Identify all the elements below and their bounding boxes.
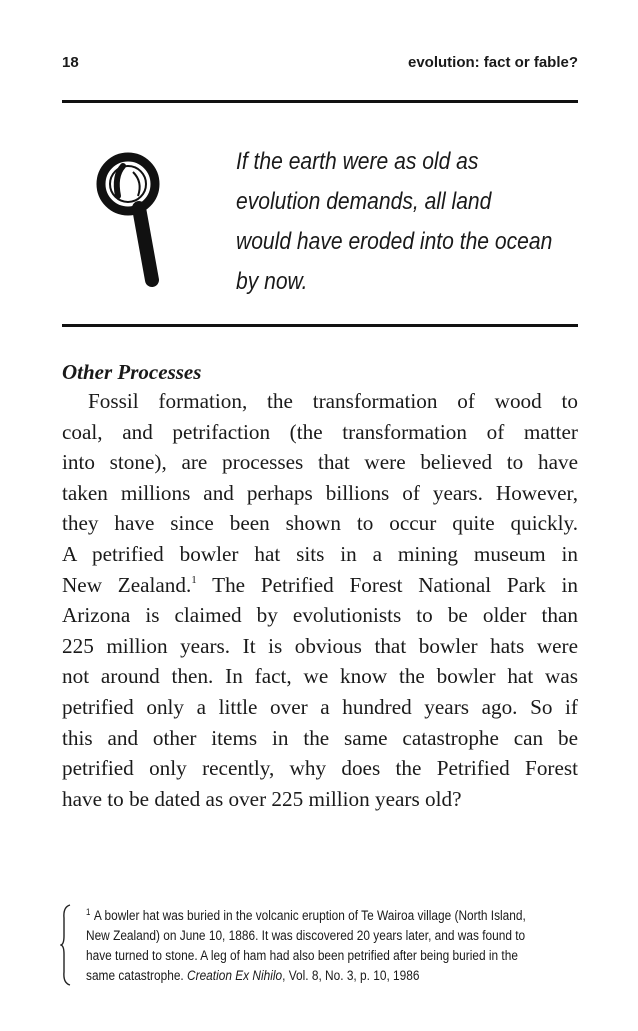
page-header (62, 54, 578, 78)
pullquote-line: by now. (236, 268, 308, 295)
body-line: into stone), are processes that were believed to have (62, 450, 578, 475)
body-line: taken millions and perhaps billions of years. However, (62, 480, 578, 505)
body-line: petrified only recently, why does the Petrified Forest (62, 756, 578, 781)
footnote-line: have turned to stone. A leg of ham had also been petrified after being buried in the (86, 948, 518, 963)
footnote-line (86, 906, 526, 926)
body-line: coal, and petrifaction (the transformation of matter (62, 419, 578, 444)
footnote-brace-icon (60, 904, 72, 986)
body-line: this and other items in the same catastrophe can be (62, 725, 578, 750)
pullquote-line: would have eroded into the ocean (236, 228, 553, 255)
body-line: have to be dated as over 225 million years old? (62, 786, 462, 811)
pullquote (236, 142, 553, 302)
top-divider (62, 100, 578, 103)
footnote-text: A bowler hat was buried in the volcanic eruption of Te Wairoa village (North Island, (93, 908, 526, 923)
body-line: Arizona is claimed by evolutionists to be older than (62, 603, 578, 628)
footnote-reference[interactable]: 1 (191, 573, 197, 586)
body-line: Fossil formation, the transformation of wood to (88, 389, 578, 413)
footnote-line (86, 966, 519, 986)
body-line: they have since been shown to occur quite quickly. (62, 511, 578, 536)
footnote (86, 906, 578, 986)
body-line: not around then. In fact, we know the bowler hat was (62, 664, 578, 689)
body-line: A petrified bowler hat sits in a mining museum in (62, 541, 578, 566)
pullquote-line: evolution demands, all land (236, 188, 492, 215)
running-title: evolution: fact or fable? (407, 54, 578, 71)
page-number: 18 (62, 54, 79, 71)
body-text-span: The Petrified Forest National Park in (196, 572, 578, 597)
magnifying-glass-icon (96, 148, 186, 288)
section-heading: Other Processes (62, 360, 202, 384)
body-line-with-footnote (62, 570, 578, 601)
body-text-span: New Zealand. (62, 572, 192, 597)
footnote-text: , Vol. 8, No. 3, p. 10, 1986 (282, 968, 420, 983)
footnote-marker: 1 (86, 907, 91, 917)
body-text (62, 386, 578, 814)
body-line: petrified only a little over a hundred years ago. So if (62, 694, 578, 719)
body-line: 225 million years. It is obvious that bowler hats were (62, 633, 578, 658)
bottom-divider (62, 324, 578, 327)
footnote-text: same catastrophe. (86, 968, 188, 983)
source-title: Creation Ex Nihilo (187, 968, 283, 983)
footnote-line: New Zealand) on June 10, 1886. It was discovered 20 years later, and was found to (86, 928, 526, 943)
pullquote-line: If the earth were as old as (236, 148, 479, 175)
